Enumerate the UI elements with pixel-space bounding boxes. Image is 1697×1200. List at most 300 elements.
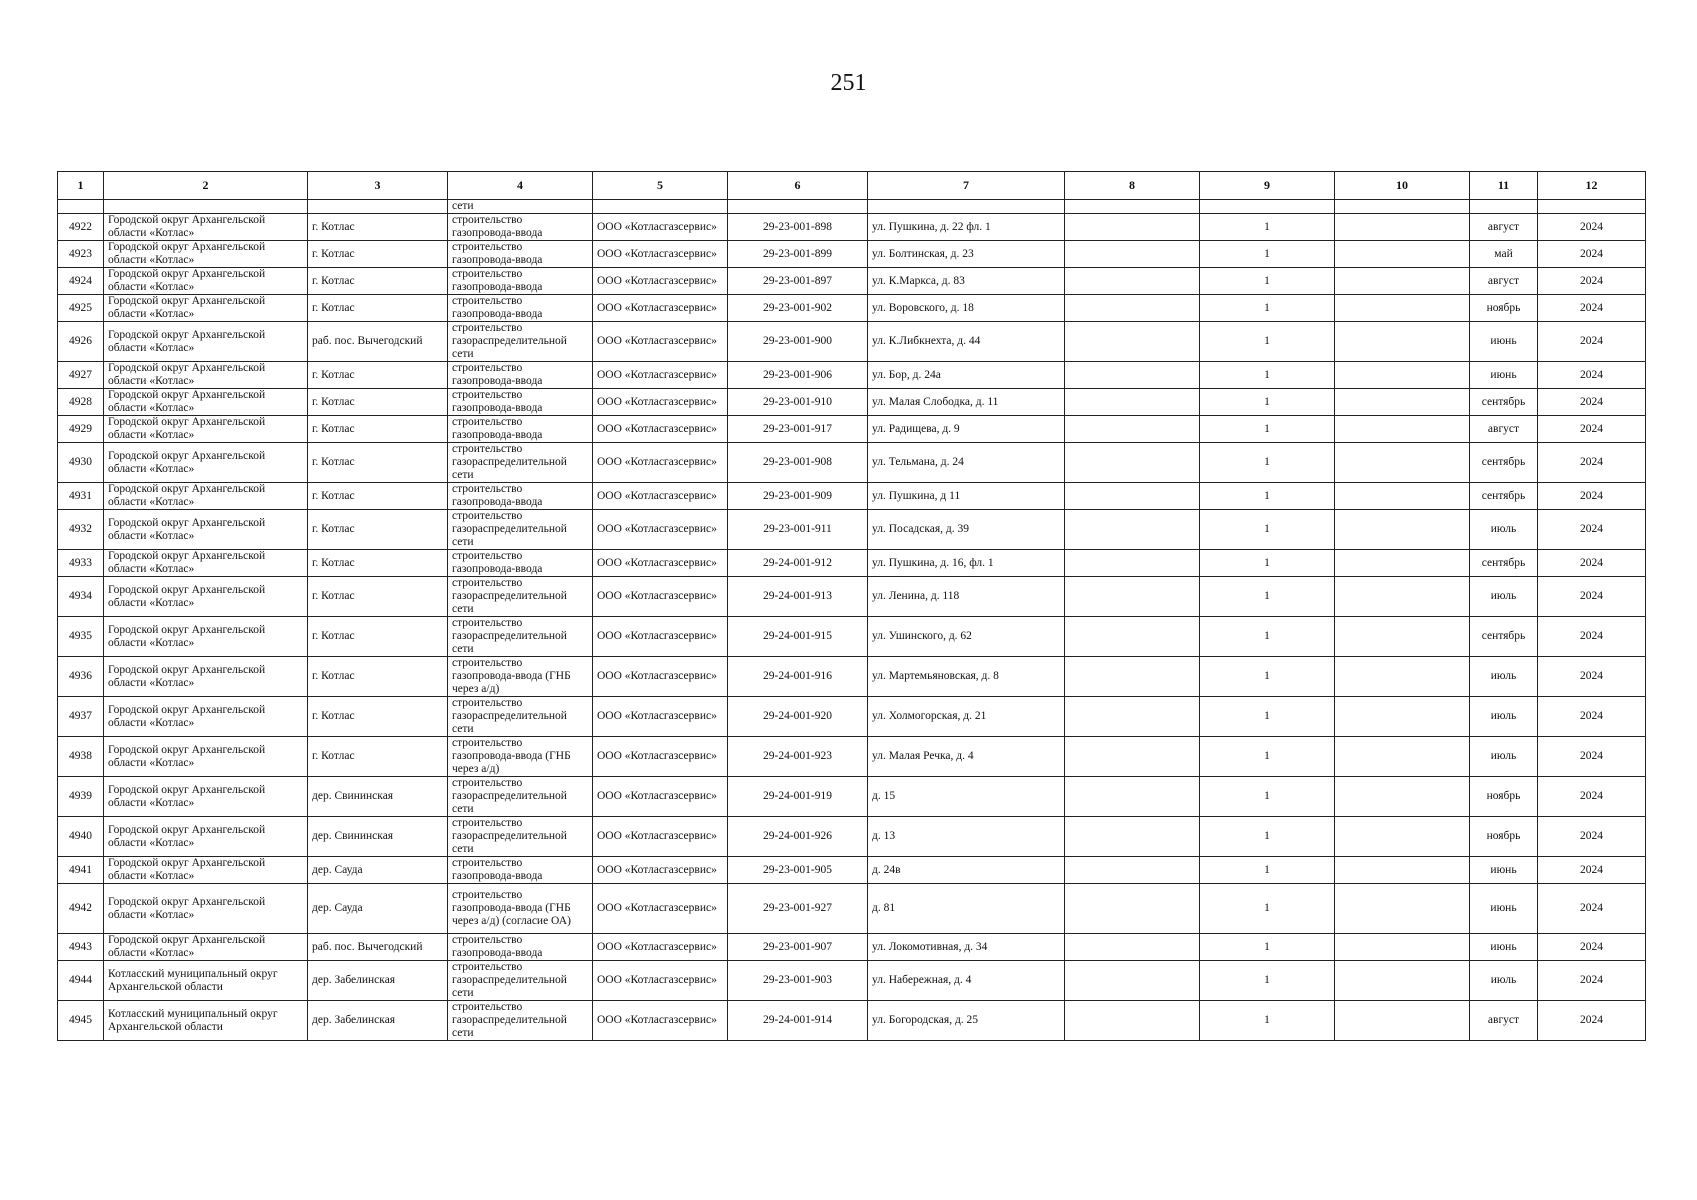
column-8-cell <box>1065 737 1200 777</box>
work-type-cell: строительство газораспределительной сети <box>448 777 593 817</box>
column-header: 6 <box>728 172 868 200</box>
column-8-cell <box>1065 362 1200 389</box>
address-cell: ул. Радищева, д. 9 <box>868 416 1065 443</box>
table-row <box>58 777 1646 817</box>
row-number: 4937 <box>58 697 104 737</box>
column-header: 11 <box>1470 172 1538 200</box>
column-header: 5 <box>593 172 728 200</box>
quantity-cell: 1 <box>1200 737 1335 777</box>
column-10-cell <box>1335 322 1470 362</box>
month-cell: май <box>1470 241 1538 268</box>
work-type-cell: строительство газораспределительной сети <box>448 961 593 1001</box>
locality-cell: г. Котлас <box>308 241 448 268</box>
municipality-cell: Городской округ Архангельской области «Котлас» <box>104 777 308 817</box>
municipality-cell: Городской округ Архангельской области «Котлас» <box>104 483 308 510</box>
table-row <box>58 241 1646 268</box>
address-cell: ул. Ленина, д. 118 <box>868 577 1065 617</box>
municipality-cell: Городской округ Архангельской области «Котлас» <box>104 817 308 857</box>
address-cell: ул. Малая Слободка, д. 11 <box>868 389 1065 416</box>
quantity-cell: 1 <box>1200 777 1335 817</box>
locality-cell: г. Котлас <box>308 362 448 389</box>
work-type-cell: строительство газораспределительной сети <box>448 577 593 617</box>
locality-cell: раб. пос. Вычегодский <box>308 934 448 961</box>
column-header: 12 <box>1538 172 1646 200</box>
quantity-cell: 1 <box>1200 295 1335 322</box>
month-cell: июнь <box>1470 362 1538 389</box>
column-header: 4 <box>448 172 593 200</box>
column-8-cell <box>1065 577 1200 617</box>
column-10-cell <box>1335 617 1470 657</box>
column-10-cell <box>1335 443 1470 483</box>
table-row <box>58 510 1646 550</box>
locality-cell: дер. Свининская <box>308 817 448 857</box>
municipality-cell: Городской округ Архангельской области «Котлас» <box>104 510 308 550</box>
work-type-cell: строительство газопровода-ввода <box>448 268 593 295</box>
column-header: 9 <box>1200 172 1335 200</box>
year-cell: 2024 <box>1538 961 1646 1001</box>
year-cell: 2024 <box>1538 697 1646 737</box>
month-cell: июль <box>1470 657 1538 697</box>
work-type-cell: строительство газопровода-ввода <box>448 857 593 884</box>
quantity-cell: 1 <box>1200 510 1335 550</box>
object-code-cell: 29-23-001-910 <box>728 389 868 416</box>
column-10-cell <box>1335 550 1470 577</box>
address-cell: ул. К.Маркса, д. 83 <box>868 268 1065 295</box>
municipality-cell: Городской округ Архангельской области «Котлас» <box>104 295 308 322</box>
column-8-cell <box>1065 510 1200 550</box>
table-row <box>58 362 1646 389</box>
municipality-cell: Котласский муниципальный округ Архангельской области <box>104 961 308 1001</box>
column-10-cell <box>1335 510 1470 550</box>
municipality-cell: Городской округ Архангельской области «Котлас» <box>104 934 308 961</box>
municipality-cell: Городской округ Архангельской области «Котлас» <box>104 443 308 483</box>
address-cell: ул. Набережная, д. 4 <box>868 961 1065 1001</box>
row-number: 4931 <box>58 483 104 510</box>
locality-cell: г. Котлас <box>308 697 448 737</box>
address-cell: ул. Локомотивная, д. 34 <box>868 934 1065 961</box>
column-10-cell <box>1335 362 1470 389</box>
month-cell: июль <box>1470 510 1538 550</box>
row-number: 4936 <box>58 657 104 697</box>
table-row <box>58 617 1646 657</box>
work-type-cell: строительство газопровода-ввода <box>448 241 593 268</box>
year-cell: 2024 <box>1538 737 1646 777</box>
municipality-cell: Городской округ Архангельской области «Котлас» <box>104 389 308 416</box>
table-row <box>58 857 1646 884</box>
table-row <box>58 577 1646 617</box>
month-cell: сентябрь <box>1470 389 1538 416</box>
column-header: 2 <box>104 172 308 200</box>
object-code-cell: 29-23-001-908 <box>728 443 868 483</box>
column-10-cell <box>1335 777 1470 817</box>
month-cell: сентябрь <box>1470 483 1538 510</box>
organization-cell: ООО «Котласгазсервис» <box>593 268 728 295</box>
row-number: 4922 <box>58 214 104 241</box>
work-type-cell: строительство газопровода-ввода (ГНБ через а/д) <box>448 657 593 697</box>
organization-cell: ООО «Котласгазсервис» <box>593 577 728 617</box>
column-header: 7 <box>868 172 1065 200</box>
table-row <box>58 443 1646 483</box>
column-8-cell <box>1065 934 1200 961</box>
organization-cell: ООО «Котласгазсервис» <box>593 510 728 550</box>
table-body <box>58 200 1646 1041</box>
column-10-cell <box>1335 737 1470 777</box>
quantity-cell: 1 <box>1200 857 1335 884</box>
work-type-cell: строительство газораспределительной сети <box>448 617 593 657</box>
year-cell: 2024 <box>1538 617 1646 657</box>
year-cell: 2024 <box>1538 416 1646 443</box>
column-10-cell <box>1335 295 1470 322</box>
column-8-cell <box>1065 443 1200 483</box>
work-type-cell: строительство газораспределительной сети <box>448 510 593 550</box>
row-number: 4938 <box>58 737 104 777</box>
row-number: 4945 <box>58 1001 104 1041</box>
object-code-cell: 29-23-001-917 <box>728 416 868 443</box>
quantity-cell: 1 <box>1200 443 1335 483</box>
month-cell: сентябрь <box>1470 443 1538 483</box>
locality-cell: дер. Сауда <box>308 884 448 934</box>
locality-cell: дер. Свининская <box>308 777 448 817</box>
work-type-cell: строительство газопровода-ввода (ГНБ через а/д) (согласие ОА) <box>448 884 593 934</box>
organization-cell: ООО «Котласгазсервис» <box>593 697 728 737</box>
organization-cell: ООО «Котласгазсервис» <box>593 483 728 510</box>
table-row <box>58 550 1646 577</box>
address-cell: ул. Пушкина, д 11 <box>868 483 1065 510</box>
organization-cell: ООО «Котласгазсервис» <box>593 389 728 416</box>
municipality-cell: Городской округ Архангельской области «Котлас» <box>104 362 308 389</box>
locality-cell: г. Котлас <box>308 550 448 577</box>
year-cell: 2024 <box>1538 214 1646 241</box>
column-header: 8 <box>1065 172 1200 200</box>
month-cell: август <box>1470 416 1538 443</box>
month-cell: август <box>1470 1001 1538 1041</box>
municipality-cell: Городской округ Архангельской области «Котлас» <box>104 241 308 268</box>
organization-cell: ООО «Котласгазсервис» <box>593 857 728 884</box>
month-cell: сентябрь <box>1470 550 1538 577</box>
row-number: 4943 <box>58 934 104 961</box>
column-8-cell <box>1065 884 1200 934</box>
locality-cell: г. Котлас <box>308 389 448 416</box>
work-type-cell: строительство газопровода-ввода <box>448 934 593 961</box>
object-code-cell: 29-23-001-927 <box>728 884 868 934</box>
column-8-cell <box>1065 1001 1200 1041</box>
address-cell: д. 15 <box>868 777 1065 817</box>
continuation-cell: сети <box>448 200 593 214</box>
address-cell: ул. Тельмана, д. 24 <box>868 443 1065 483</box>
object-code-cell: 29-24-001-914 <box>728 1001 868 1041</box>
column-header: 1 <box>58 172 104 200</box>
column-8-cell <box>1065 295 1200 322</box>
quantity-cell: 1 <box>1200 241 1335 268</box>
object-code-cell: 29-23-001-900 <box>728 322 868 362</box>
locality-cell: дер. Забелинская <box>308 961 448 1001</box>
column-header: 3 <box>308 172 448 200</box>
locality-cell: раб. пос. Вычегодский <box>308 322 448 362</box>
year-cell: 2024 <box>1538 322 1646 362</box>
table-row <box>58 817 1646 857</box>
month-cell: июнь <box>1470 857 1538 884</box>
locality-cell: г. Котлас <box>308 737 448 777</box>
table-row <box>58 737 1646 777</box>
row-number: 4928 <box>58 389 104 416</box>
address-cell: ул. Пушкина, д. 16, фл. 1 <box>868 550 1065 577</box>
address-cell: ул. Богородская, д. 25 <box>868 1001 1065 1041</box>
organization-cell: ООО «Котласгазсервис» <box>593 777 728 817</box>
object-code-cell: 29-24-001-913 <box>728 577 868 617</box>
organization-cell: ООО «Котласгазсервис» <box>593 416 728 443</box>
quantity-cell: 1 <box>1200 214 1335 241</box>
object-code-cell: 29-24-001-923 <box>728 737 868 777</box>
locality-cell: г. Котлас <box>308 657 448 697</box>
year-cell: 2024 <box>1538 1001 1646 1041</box>
column-10-cell <box>1335 857 1470 884</box>
locality-cell: г. Котлас <box>308 617 448 657</box>
work-type-cell: строительство газопровода-ввода <box>448 389 593 416</box>
municipality-cell: Городской округ Архангельской области «Котлас» <box>104 857 308 884</box>
organization-cell: ООО «Котласгазсервис» <box>593 934 728 961</box>
year-cell: 2024 <box>1538 362 1646 389</box>
column-10-cell <box>1335 884 1470 934</box>
municipality-cell: Городской округ Архангельской области «Котлас» <box>104 416 308 443</box>
quantity-cell: 1 <box>1200 884 1335 934</box>
municipality-cell: Городской округ Архангельской области «Котлас» <box>104 550 308 577</box>
row-number: 4926 <box>58 322 104 362</box>
object-code-cell: 29-23-001-899 <box>728 241 868 268</box>
work-type-cell: строительство газопровода-ввода <box>448 550 593 577</box>
year-cell: 2024 <box>1538 443 1646 483</box>
column-8-cell <box>1065 483 1200 510</box>
organization-cell: ООО «Котласгазсервис» <box>593 443 728 483</box>
locality-cell: дер. Сауда <box>308 857 448 884</box>
work-type-cell: строительство газопровода-ввода <box>448 483 593 510</box>
municipality-cell: Городской округ Архангельской области «Котлас» <box>104 577 308 617</box>
organization-cell: ООО «Котласгазсервис» <box>593 214 728 241</box>
table-row <box>58 884 1646 934</box>
column-8-cell <box>1065 617 1200 657</box>
month-cell: июнь <box>1470 934 1538 961</box>
row-number: 4942 <box>58 884 104 934</box>
month-cell: август <box>1470 268 1538 295</box>
quantity-cell: 1 <box>1200 961 1335 1001</box>
object-code-cell: 29-24-001-916 <box>728 657 868 697</box>
row-number: 4923 <box>58 241 104 268</box>
quantity-cell: 1 <box>1200 550 1335 577</box>
work-type-cell: строительство газораспределительной сети <box>448 1001 593 1041</box>
column-10-cell <box>1335 483 1470 510</box>
column-10-cell <box>1335 1001 1470 1041</box>
object-code-cell: 29-24-001-912 <box>728 550 868 577</box>
work-type-cell: строительство газораспределительной сети <box>448 322 593 362</box>
row-number: 4941 <box>58 857 104 884</box>
address-cell: ул. Ушинского, д. 62 <box>868 617 1065 657</box>
column-8-cell <box>1065 322 1200 362</box>
table-row <box>58 389 1646 416</box>
quantity-cell: 1 <box>1200 389 1335 416</box>
object-code-cell: 29-23-001-902 <box>728 295 868 322</box>
organization-cell: ООО «Котласгазсервис» <box>593 884 728 934</box>
year-cell: 2024 <box>1538 295 1646 322</box>
work-type-cell: строительство газопровода-ввода (ГНБ через а/д) <box>448 737 593 777</box>
page-number: 251 <box>830 70 867 96</box>
organization-cell: ООО «Котласгазсервис» <box>593 550 728 577</box>
address-cell: ул. Малая Речка, д. 4 <box>868 737 1065 777</box>
work-type-cell: строительство газопровода-ввода <box>448 416 593 443</box>
locality-cell: г. Котлас <box>308 268 448 295</box>
table-row <box>58 697 1646 737</box>
object-code-cell: 29-24-001-926 <box>728 817 868 857</box>
column-10-cell <box>1335 214 1470 241</box>
address-cell: ул. Мартемьяновская, д. 8 <box>868 657 1065 697</box>
address-cell: ул. Пушкина, д. 22 фл. 1 <box>868 214 1065 241</box>
column-10-cell <box>1335 961 1470 1001</box>
month-cell: июль <box>1470 577 1538 617</box>
municipality-cell: Городской округ Архангельской области «Котлас» <box>104 214 308 241</box>
organization-cell: ООО «Котласгазсервис» <box>593 295 728 322</box>
municipality-cell: Городской округ Архангельской области «Котлас» <box>104 737 308 777</box>
locality-cell: г. Котлас <box>308 510 448 550</box>
municipality-cell: Городской округ Архангельской области «Котлас» <box>104 322 308 362</box>
column-10-cell <box>1335 657 1470 697</box>
year-cell: 2024 <box>1538 817 1646 857</box>
year-cell: 2024 <box>1538 510 1646 550</box>
data-table <box>57 171 1646 1041</box>
organization-cell: ООО «Котласгазсервис» <box>593 1001 728 1041</box>
column-8-cell <box>1065 550 1200 577</box>
month-cell: июль <box>1470 697 1538 737</box>
organization-cell: ООО «Котласгазсервис» <box>593 657 728 697</box>
address-cell: ул. К.Либкнехта, д. 44 <box>868 322 1065 362</box>
quantity-cell: 1 <box>1200 817 1335 857</box>
quantity-cell: 1 <box>1200 657 1335 697</box>
address-cell: д. 24в <box>868 857 1065 884</box>
municipality-cell: Городской округ Архангельской области «Котлас» <box>104 268 308 295</box>
locality-cell: г. Котлас <box>308 214 448 241</box>
work-type-cell: строительство газораспределительной сети <box>448 697 593 737</box>
row-number: 4935 <box>58 617 104 657</box>
month-cell: ноябрь <box>1470 295 1538 322</box>
column-10-cell <box>1335 268 1470 295</box>
quantity-cell: 1 <box>1200 362 1335 389</box>
month-cell: ноябрь <box>1470 817 1538 857</box>
address-cell: д. 81 <box>868 884 1065 934</box>
year-cell: 2024 <box>1538 934 1646 961</box>
year-cell: 2024 <box>1538 577 1646 617</box>
organization-cell: ООО «Котласгазсервис» <box>593 617 728 657</box>
locality-cell: дер. Забелинская <box>308 1001 448 1041</box>
locality-cell: г. Котлас <box>308 577 448 617</box>
continuation-row <box>58 200 1646 214</box>
object-code-cell: 29-23-001-897 <box>728 268 868 295</box>
address-cell: ул. Болтинская, д. 23 <box>868 241 1065 268</box>
month-cell: сентябрь <box>1470 617 1538 657</box>
object-code-cell: 29-24-001-920 <box>728 697 868 737</box>
table-row <box>58 214 1646 241</box>
quantity-cell: 1 <box>1200 268 1335 295</box>
column-10-cell <box>1335 577 1470 617</box>
quantity-cell: 1 <box>1200 322 1335 362</box>
header-row <box>58 172 1646 200</box>
quantity-cell: 1 <box>1200 934 1335 961</box>
month-cell: июль <box>1470 737 1538 777</box>
work-type-cell: строительство газораспределительной сети <box>448 443 593 483</box>
address-cell: д. 13 <box>868 817 1065 857</box>
organization-cell: ООО «Котласгазсервис» <box>593 322 728 362</box>
month-cell: июнь <box>1470 884 1538 934</box>
column-10-cell <box>1335 389 1470 416</box>
locality-cell: г. Котлас <box>308 483 448 510</box>
organization-cell: ООО «Котласгазсервис» <box>593 961 728 1001</box>
address-cell: ул. Бор, д. 24а <box>868 362 1065 389</box>
year-cell: 2024 <box>1538 483 1646 510</box>
column-8-cell <box>1065 389 1200 416</box>
quantity-cell: 1 <box>1200 483 1335 510</box>
table-row <box>58 268 1646 295</box>
column-10-cell <box>1335 241 1470 268</box>
column-8-cell <box>1065 817 1200 857</box>
locality-cell: г. Котлас <box>308 416 448 443</box>
table-row <box>58 1001 1646 1041</box>
table-row <box>58 416 1646 443</box>
organization-cell: ООО «Котласгазсервис» <box>593 241 728 268</box>
column-8-cell <box>1065 657 1200 697</box>
row-number: 4944 <box>58 961 104 1001</box>
column-8-cell <box>1065 241 1200 268</box>
year-cell: 2024 <box>1538 550 1646 577</box>
address-cell: ул. Холмогорская, д. 21 <box>868 697 1065 737</box>
object-code-cell: 29-23-001-898 <box>728 214 868 241</box>
table-row <box>58 483 1646 510</box>
work-type-cell: строительство газопровода-ввода <box>448 295 593 322</box>
row-number: 4925 <box>58 295 104 322</box>
object-code-cell: 29-23-001-909 <box>728 483 868 510</box>
row-number: 4934 <box>58 577 104 617</box>
organization-cell: ООО «Котласгазсервис» <box>593 737 728 777</box>
column-8-cell <box>1065 214 1200 241</box>
year-cell: 2024 <box>1538 884 1646 934</box>
object-code-cell: 29-24-001-919 <box>728 777 868 817</box>
year-cell: 2024 <box>1538 657 1646 697</box>
year-cell: 2024 <box>1538 268 1646 295</box>
row-number: 4932 <box>58 510 104 550</box>
object-code-cell: 29-23-001-907 <box>728 934 868 961</box>
year-cell: 2024 <box>1538 241 1646 268</box>
object-code-cell: 29-23-001-911 <box>728 510 868 550</box>
municipality-cell: Городской округ Архангельской области «Котлас» <box>104 657 308 697</box>
column-10-cell <box>1335 817 1470 857</box>
work-type-cell: строительство газораспределительной сети <box>448 817 593 857</box>
row-number: 4924 <box>58 268 104 295</box>
locality-cell: г. Котлас <box>308 295 448 322</box>
municipality-cell: Котласский муниципальный округ Архангельской области <box>104 1001 308 1041</box>
municipality-cell: Городской округ Архангельской области «Котлас» <box>104 697 308 737</box>
month-cell: июнь <box>1470 322 1538 362</box>
address-cell: ул. Воровского, д. 18 <box>868 295 1065 322</box>
column-8-cell <box>1065 697 1200 737</box>
month-cell: ноябрь <box>1470 777 1538 817</box>
object-code-cell: 29-23-001-906 <box>728 362 868 389</box>
quantity-cell: 1 <box>1200 416 1335 443</box>
work-type-cell: строительство газопровода-ввода <box>448 362 593 389</box>
row-number: 4933 <box>58 550 104 577</box>
year-cell: 2024 <box>1538 857 1646 884</box>
column-header: 10 <box>1335 172 1470 200</box>
row-number: 4927 <box>58 362 104 389</box>
organization-cell: ООО «Котласгазсервис» <box>593 817 728 857</box>
column-8-cell <box>1065 777 1200 817</box>
address-cell: ул. Посадская, д. 39 <box>868 510 1065 550</box>
object-code-cell: 29-23-001-903 <box>728 961 868 1001</box>
table-row <box>58 934 1646 961</box>
